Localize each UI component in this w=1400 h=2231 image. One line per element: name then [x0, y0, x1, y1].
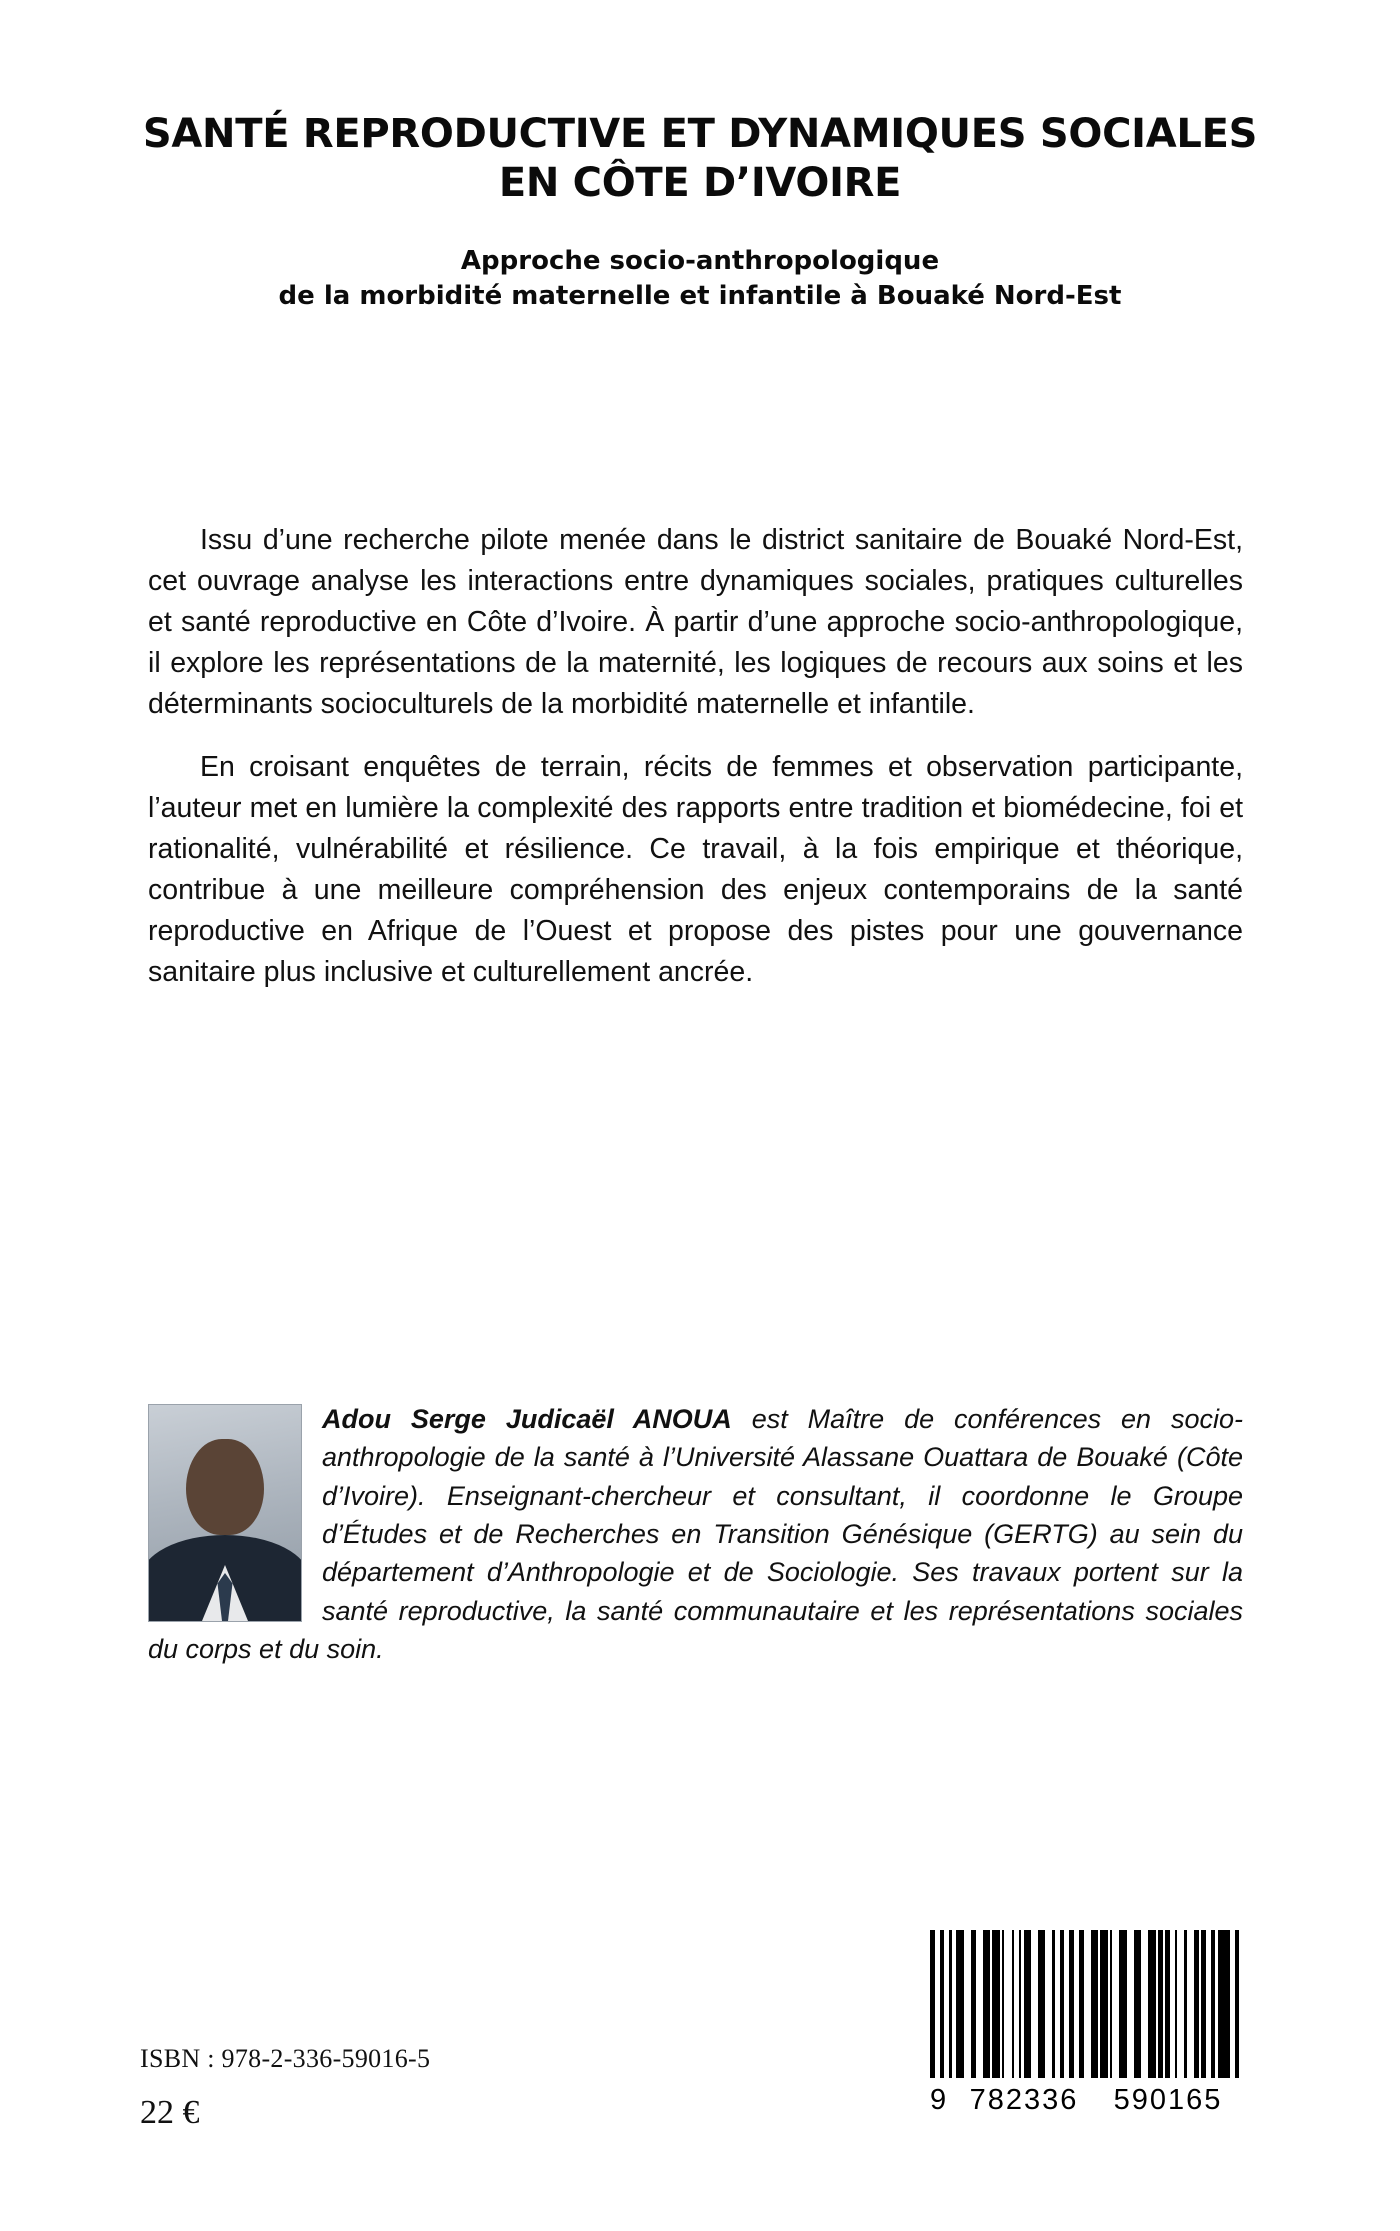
- author-bio-section: [148, 1400, 1243, 1668]
- blurb-section: [148, 520, 1243, 993]
- barcode: [930, 1930, 1240, 2117]
- barcode-bars: [930, 1930, 1240, 2078]
- price-text: 22 €: [140, 2094, 200, 2131]
- blurb-paragraph-1: Issu d’une recherche pilote menée dans le district sanitaire de Bouaké Nord-Est, cet ouvrage analyse les interactions entre dynamiques sociales, pratiques culturelles et santé reproductive en Côte d’Ivoire. À partir d’une approche socio-anthropologique, il explore les représentations de la maternité, les logiques de recours aux soins et les déterminants socioculturels de la morbidité maternelle et infantile.: [148, 524, 1243, 721]
- barcode-digits: [930, 2084, 1240, 2117]
- author-photo: [148, 1404, 302, 1622]
- title-block: [120, 110, 1280, 315]
- author-name: Adou Serge Judicaël ANOUA: [322, 1404, 732, 1434]
- title-line-2: EN CÔTE D’IVOIRE: [498, 159, 902, 206]
- page-title: [120, 110, 1280, 208]
- barcode-lead-digit: 9: [930, 2084, 949, 2116]
- blurb-paragraph-2: En croisant enquêtes de terrain, récits de femmes et observation participante, l’auteur met en lumière la complexité des rapports entre tradition et biomédecine, foi et rationalité, vulnérabilité et résilience. Ce travail, à la fois empirique et théorique, contribue à une meilleure compréhension des enjeux contemporains de la santé reproductive en Afrique de l’Ouest et propose des pistes pour une gouvernance sanitaire plus inclusive et culturellement ancrée.: [148, 751, 1243, 989]
- author-bio-body: est Maître de conférences en socio-anthropologie de la santé à l’Université Alassane Ouattara de Bouaké (Côte d’Ivoire). Enseignant-chercheur et consultant, il coordonne le Groupe d’Études et de Recherches en Transition Génésique (GERTG) au sein du département d’Anthropologie et de Sociologie. Ses travaux portent sur la santé reproductive, la santé communautaire et les représentations sociales du corps et du soin.: [148, 1404, 1243, 1664]
- author-bio-text: [148, 1400, 1243, 1668]
- portrait-head: [186, 1439, 264, 1535]
- subtitle-line-1: Approche socio-anthropologique: [460, 245, 940, 276]
- title-line-1: SANTÉ REPRODUCTIVE ET DYNAMIQUES SOCIALES: [142, 111, 1258, 157]
- barcode-group-1: 782336: [969, 2084, 1079, 2116]
- subtitle-line-2: de la morbidité maternelle et infantile à Bouaké Nord-Est: [278, 281, 1122, 312]
- barcode-group-2: 590165: [1113, 2084, 1223, 2116]
- isbn-text: ISBN : 978-2-336-59016-5: [140, 2044, 431, 2073]
- subtitle: [120, 244, 1280, 316]
